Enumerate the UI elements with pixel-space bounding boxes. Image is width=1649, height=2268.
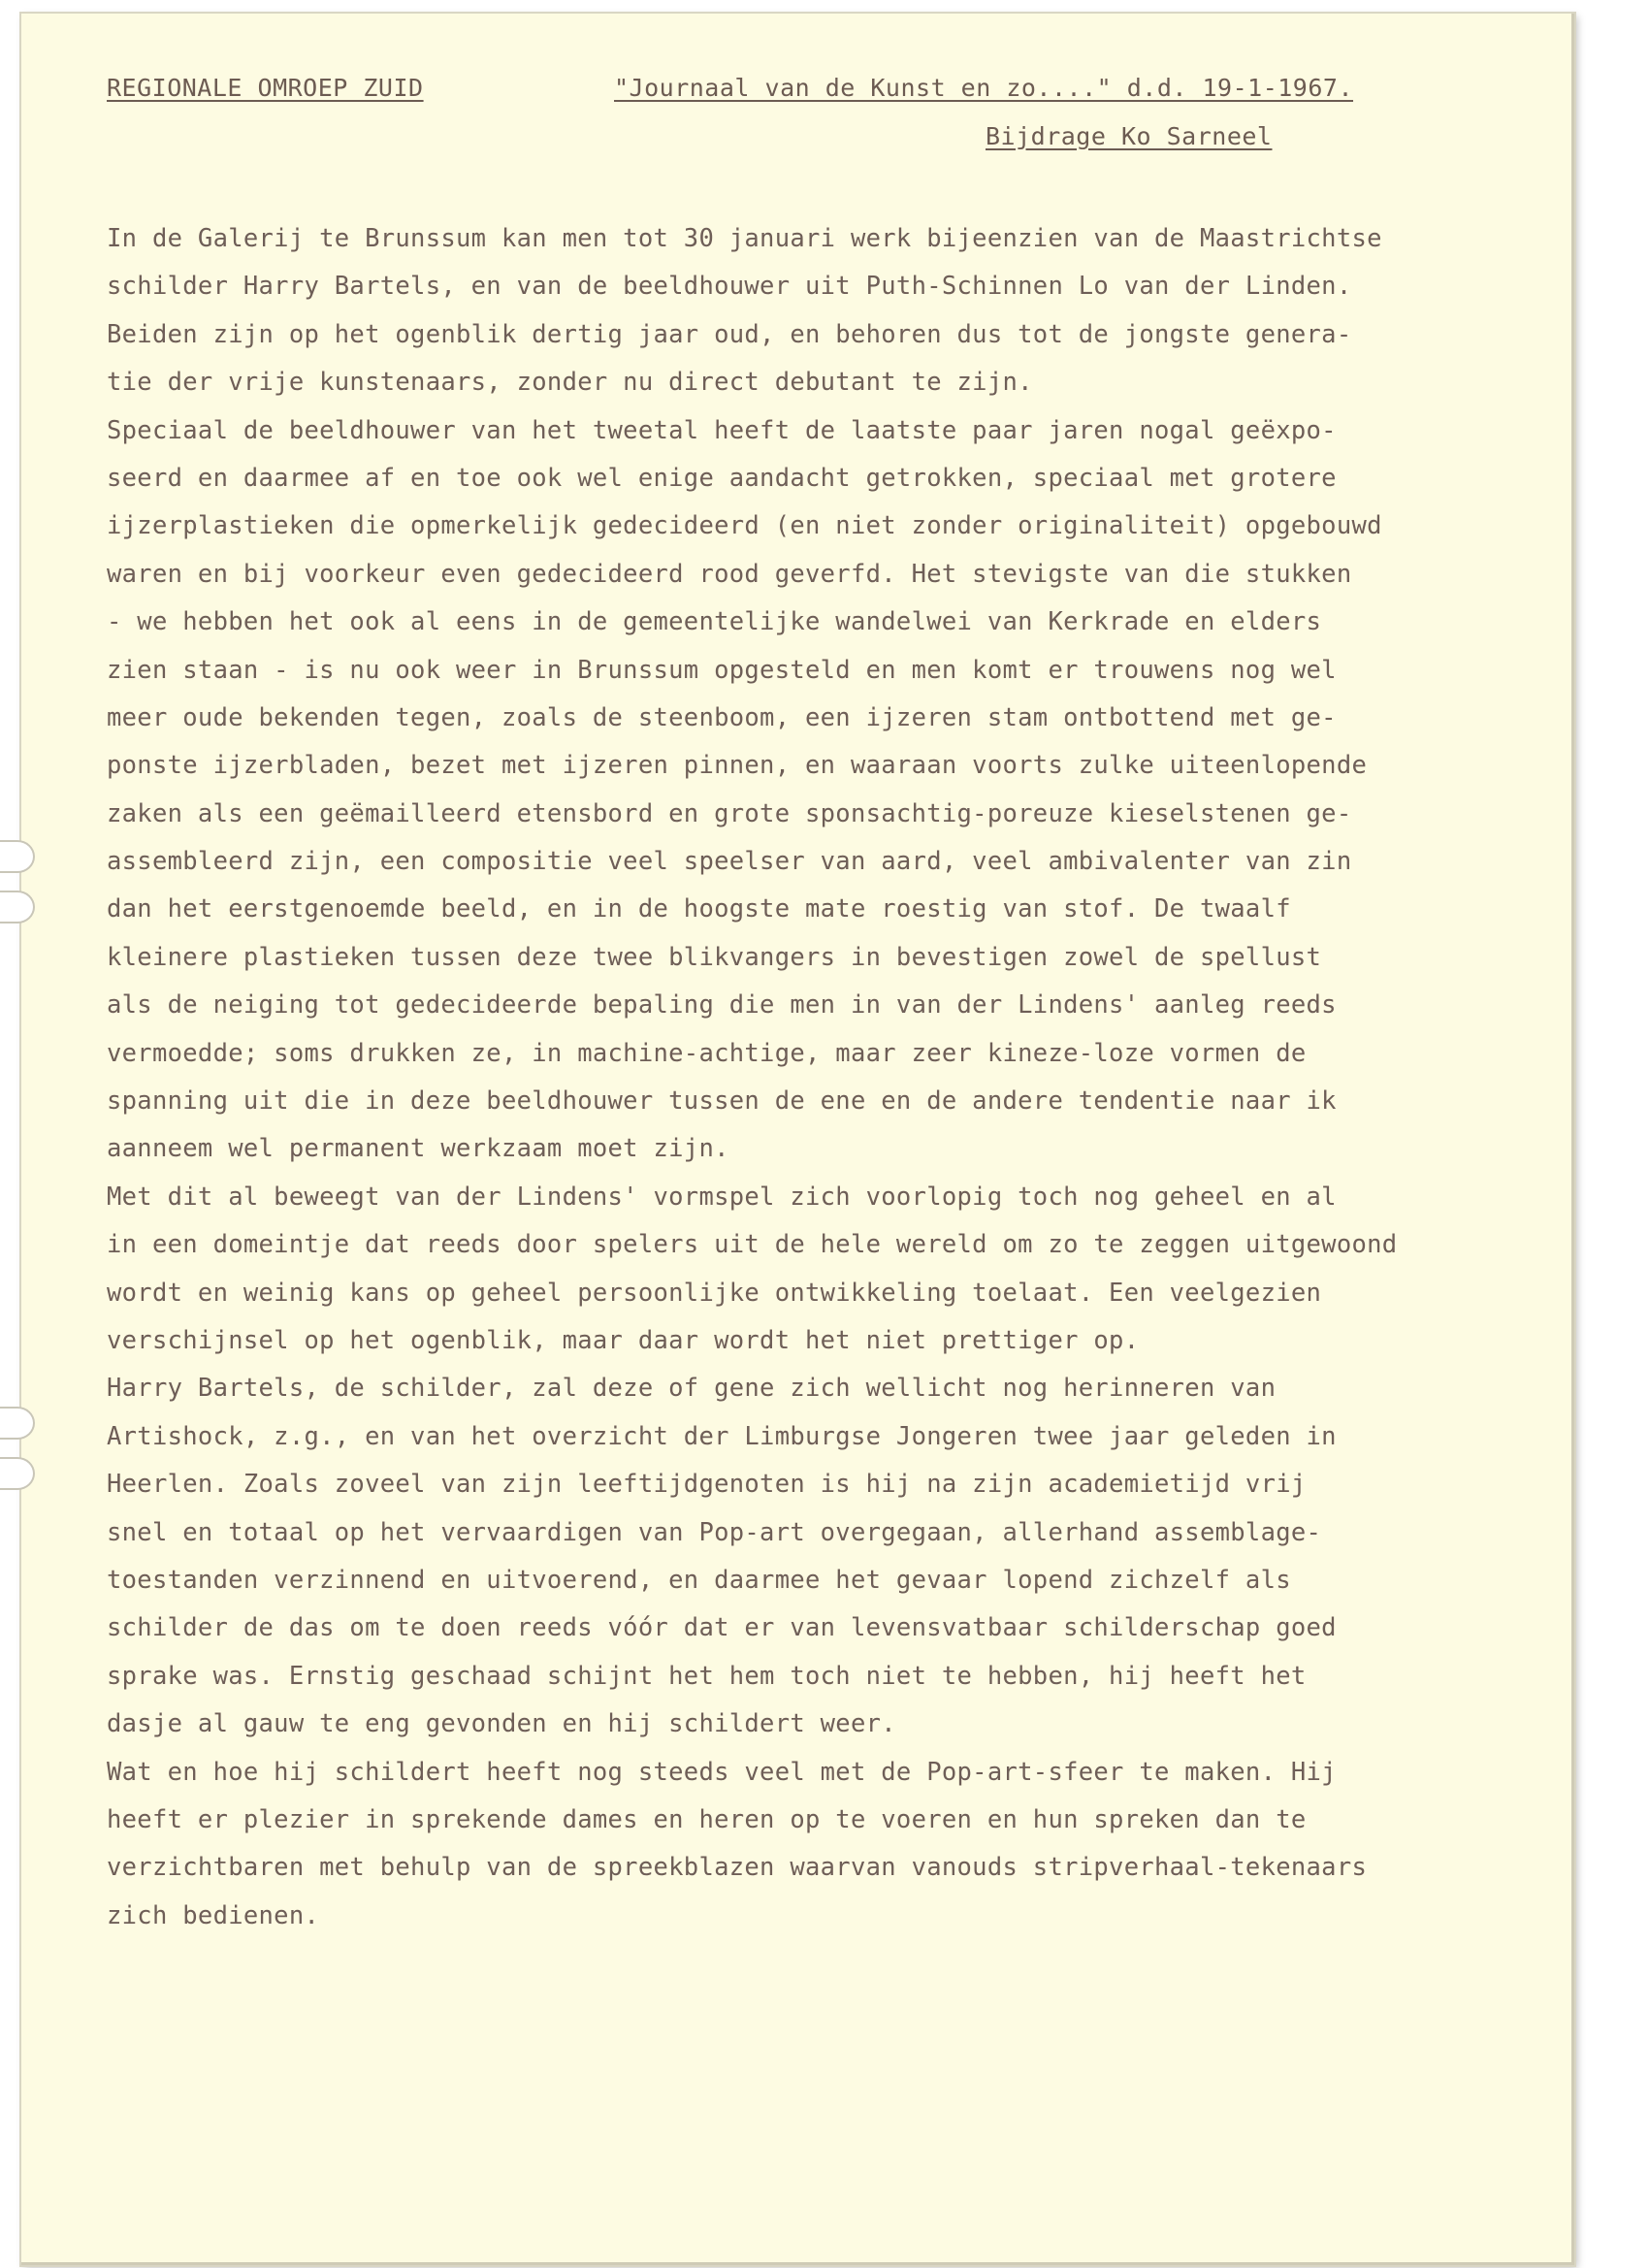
punch-hole-bottom (0, 1457, 35, 1490)
body-line: dan het eerstgenoemde beeld, en in de hoogste mate roestig van stof. De twaalf (107, 894, 1291, 924)
body-line: Met dit al beweegt van der Lindens' vormspel zich voorlopig toch nog geheel en al (107, 1182, 1337, 1212)
body-line: zien staan - is nu ook weer in Brunssum opgesteld en men komt er trouwens nog wel (107, 655, 1337, 685)
body-line: waren en bij voorkeur even gedecideerd rood geverfd. Het stevigste van die stukken (107, 559, 1352, 589)
body-line: zich bedienen. (107, 1900, 320, 1930)
body-line: - we hebben het ook al eens in de gemeentelijke wandelwei van Kerkrade en elders (107, 607, 1322, 637)
body-line: schilder de das om te doen reeds vóór dat er van levensvatbaar schilderschap goed (107, 1613, 1337, 1643)
body-line: Artishock, z.g., en van het overzicht der Limburgse Jongeren twee jaar geleden in (107, 1421, 1337, 1451)
program-heading: "Journaal van de Kunst en zo...." d.d. 19-1-1967. (614, 74, 1354, 102)
body-line: seerd en daarmee af en toe ook wel enige aandacht getrokken, speciaal met grotere (107, 463, 1337, 493)
body-line: sprake was. Ernstig geschaad schijnt het hem toch niet te hebben, hij heeft het (107, 1661, 1307, 1691)
station-heading: REGIONALE OMROEP ZUID (107, 74, 424, 102)
body-line: meer oude bekenden tegen, zoals de steenboom, een ijzeren stam ontbottend met ge- (107, 702, 1337, 732)
body-line: ijzerplastieken die opmerkelijk gedecideerd (en niet zonder originaliteit) opgebouwd (107, 511, 1382, 541)
body-line: Heerlen. Zoals zoveel van zijn leeftijdgenoten is hij na zijn academietijd vrij (107, 1470, 1307, 1500)
body-line: kleinere plastieken tussen deze twee blikvangers in bevestigen zowel de spellust (107, 942, 1322, 972)
body-line: tie der vrije kunstenaars, zonder nu direct debutant te zijn. (107, 368, 1033, 398)
punch-hole-top (0, 840, 35, 873)
body-line: schilder Harry Bartels, en van de beeldhouwer uit Puth-Schinnen Lo van der Linden. (107, 272, 1352, 302)
body-line: toestanden verzinnend en uitvoerend, en daarmee het gevaar lopend zichzelf als (107, 1565, 1291, 1595)
body-line: heeft er plezier in sprekende dames en heren op te voeren en hun spreken dan te (107, 1804, 1307, 1834)
body-line: Speciaal de beeldhouwer van het tweetal heeft de laatste paar jaren nogal geëxpo- (107, 415, 1337, 445)
body-line: aanneem wel permanent werkzaam moet zijn. (107, 1134, 729, 1164)
body-line: zaken als een geëmailleerd etensbord en grote sponsachtig-poreuze kieselstenen ge- (107, 798, 1352, 828)
body-line: wordt en weinig kans op geheel persoonlijke ontwikkeling toelaat. Een veelgezien (107, 1278, 1322, 1308)
punch-hole-lower-middle (0, 1407, 35, 1440)
body-line: spanning uit die in deze beeldhouwer tussen de ene en de andere tendentie naar ik (107, 1086, 1337, 1117)
contributor-heading: Bijdrage Ko Sarneel (986, 122, 1273, 150)
body-line: in een domeintje dat reeds door spelers uit de hele wereld om zo te zeggen uitgewoond (107, 1230, 1398, 1260)
body-line: vermoedde; soms drukken ze, in machine-achtige, maar zeer kineze-loze vormen de (107, 1038, 1307, 1068)
body-line: verschijnsel op het ogenblik, maar daar wordt het niet prettiger op. (107, 1325, 1140, 1355)
body-line: Harry Bartels, de schilder, zal deze of gene zich wellicht nog herinneren van (107, 1374, 1277, 1404)
body-line: verzichtbaren met behulp van de spreekblazen waarvan vanouds stripverhaal-tekenaars (107, 1853, 1368, 1883)
body-line: ponste ijzerbladen, bezet met ijzeren pinnen, en waaraan voorts zulke uiteenlopende (107, 751, 1368, 781)
body-line: In de Galerij te Brunssum kan men tot 30 januari werk bijeenzien van de Maastrichtse (107, 224, 1382, 253)
body-line: Beiden zijn op het ogenblik dertig jaar oud, en behoren dus tot de jongste genera- (107, 319, 1352, 349)
body-line: Wat en hoe hij schildert heeft nog steeds veel met de Pop-art-sfeer te maken. Hij (107, 1757, 1337, 1787)
body-line: als de neiging tot gedecideerde bepaling die men in van der Lindens' aanleg reeds (107, 990, 1337, 1021)
article-body (107, 215, 1542, 1940)
punch-hole-upper-middle (0, 891, 35, 923)
body-line: snel en totaal op het vervaardigen van Pop-art overgegaan, allerhand assemblage- (107, 1517, 1322, 1547)
body-line: dasje al gauw te eng gevonden en hij schildert weer. (107, 1709, 896, 1739)
body-line: assembleerd zijn, een compositie veel speelser van aard, veel ambivalenter van zin (107, 847, 1352, 877)
